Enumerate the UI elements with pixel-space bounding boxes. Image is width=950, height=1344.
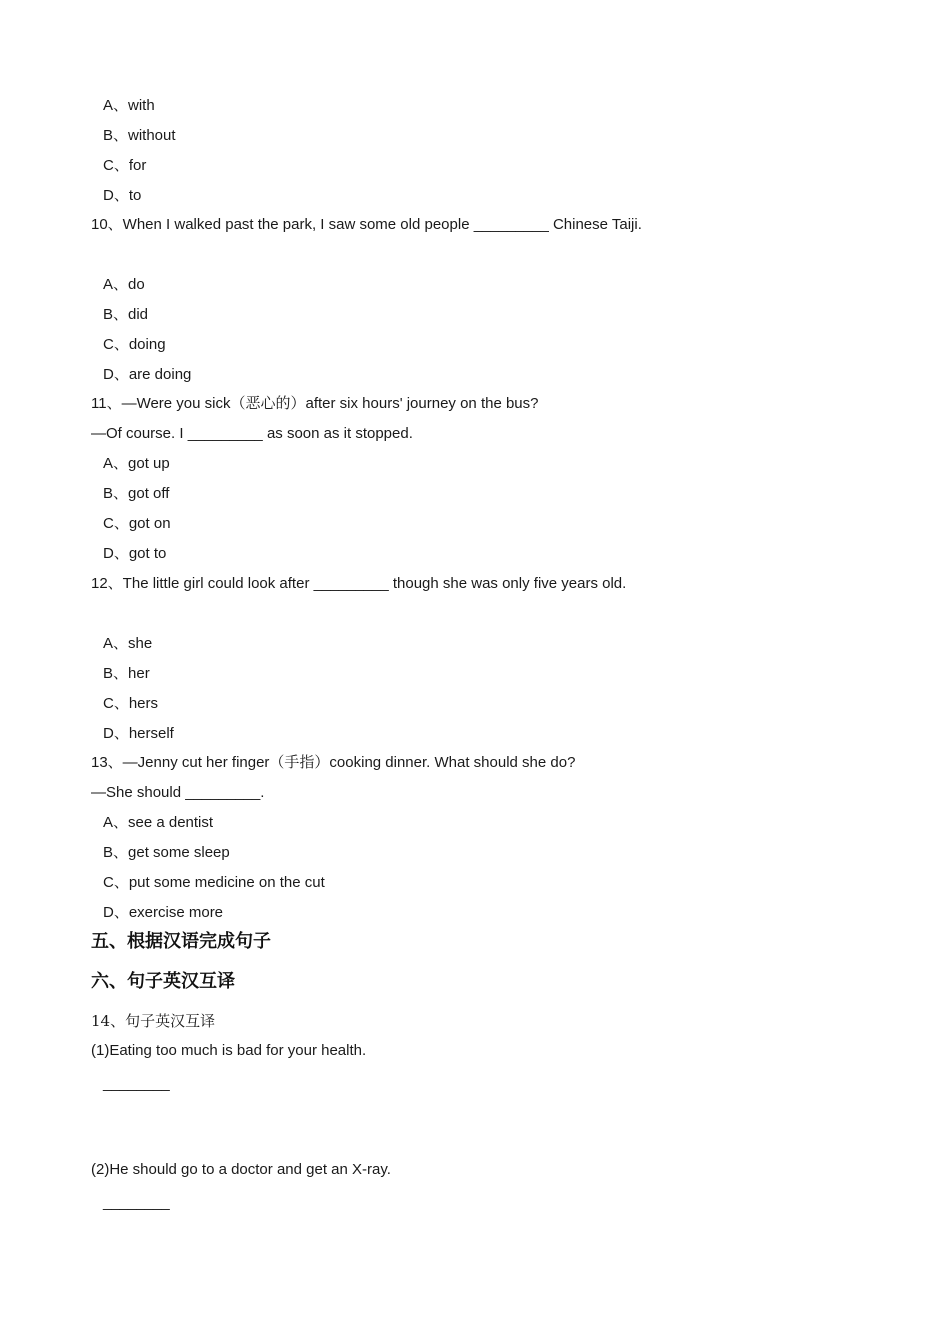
q11-option-d: D、got to (103, 545, 167, 562)
q11-stem: 11、—Were you sick（恶心的）after six hours' journey on the bus? (91, 395, 539, 412)
q9-option-c: C、for (103, 157, 147, 174)
q12-option-d: D、herself (103, 725, 174, 742)
q12-option-b: B、her (103, 665, 150, 682)
q10-option-d: D、are doing (103, 366, 192, 383)
q11-option-a: A、got up (103, 455, 170, 472)
q14-item-2: (2)He should go to a doctor and get an X-ray. (91, 1161, 391, 1178)
q10-option-c: C、doing (103, 336, 166, 353)
q10-option-b: B、did (103, 306, 149, 323)
q11-stem-reply: —Of course. I _________ as soon as it stopped. (91, 425, 413, 442)
q14-item-2-answer-blank[interactable]: ________ (103, 1194, 170, 1211)
q10-option-a: A、do (103, 276, 145, 293)
q14-item-1-answer-blank[interactable]: ________ (103, 1075, 170, 1092)
q13-option-a: A、see a dentist (103, 814, 214, 831)
section-heading-translation: 六、句子英汉互译 (91, 971, 235, 992)
q9-option-a: A、with (103, 97, 155, 114)
q13-stem: 13、—Jenny cut her finger（手指）cooking dinner. What should she do? (91, 754, 576, 771)
q13-option-d: D、exercise more (103, 904, 224, 921)
q11-option-b: B、got off (103, 485, 170, 502)
q10-stem: 10、When I walked past the park, I saw some old people _________ Chinese Taiji. (91, 216, 642, 233)
q12-option-c: C、hers (103, 695, 159, 712)
q9-option-b: B、without (103, 127, 176, 144)
q14-item-1: (1)Eating too much is bad for your health. (91, 1042, 367, 1059)
q13-option-c: C、put some medicine on the cut (103, 874, 325, 891)
q13-stem-reply: —She should _________. (91, 784, 265, 801)
q9-option-d: D、to (103, 187, 142, 204)
q12-stem: 12、The little girl could look after _________ though she was only five years old. (91, 575, 627, 592)
q11-option-c: C、got on (103, 515, 171, 532)
section-heading-complete-sentences: 五、根据汉语完成句子 (91, 931, 271, 952)
q14-stem: 14、句子英汉互译 (91, 1012, 216, 1030)
q12-option-a: A、she (103, 635, 153, 652)
q13-option-b: B、get some sleep (103, 844, 230, 861)
